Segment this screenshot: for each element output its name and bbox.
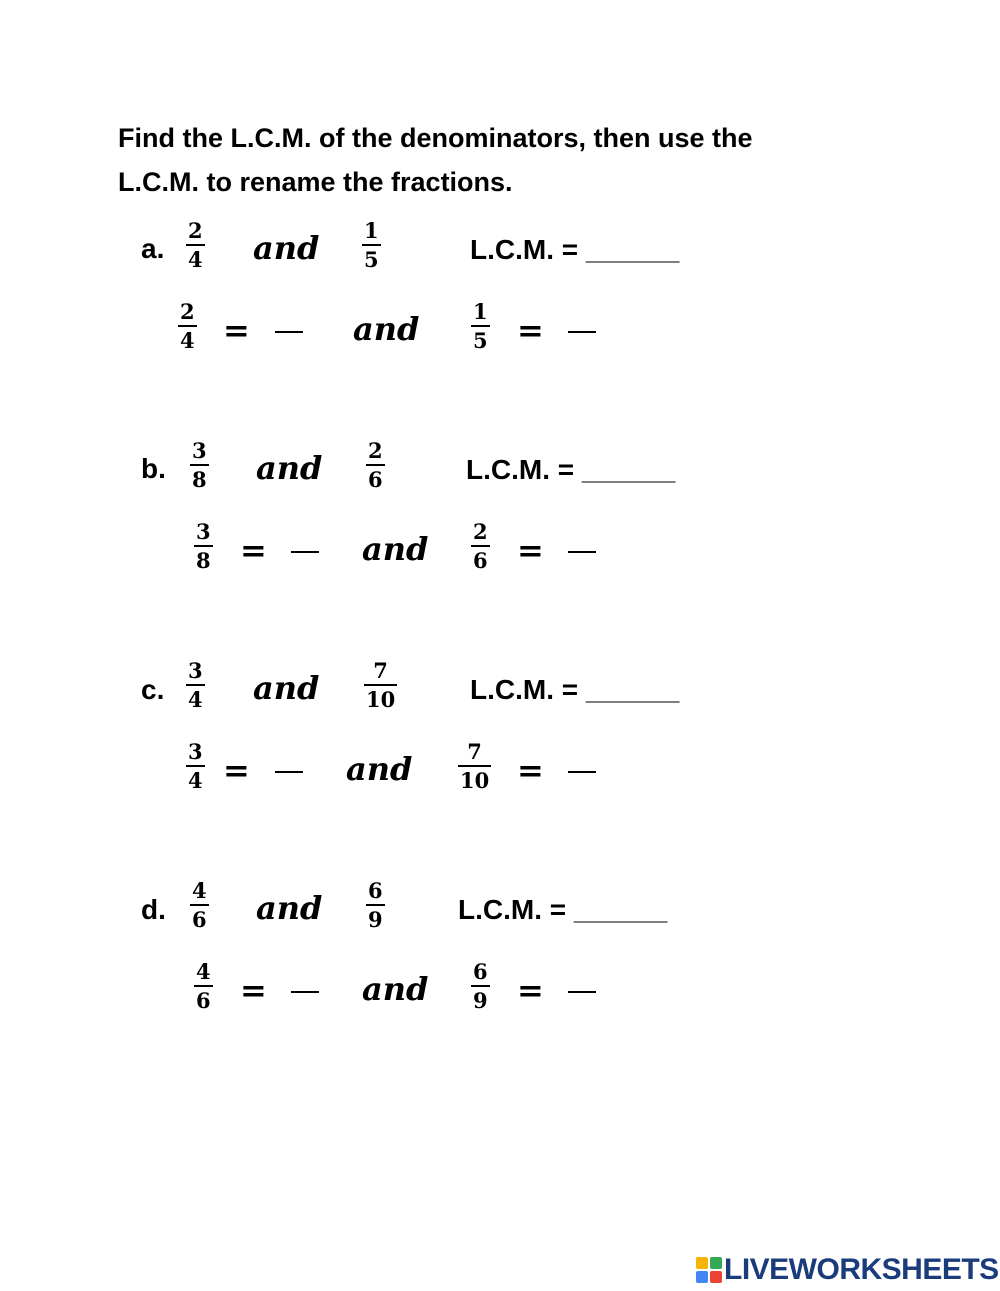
numerator: 6 <box>473 959 488 984</box>
fraction <box>471 301 490 351</box>
fraction <box>178 301 197 351</box>
lcm-answer-field[interactable]: L.C.M. = ______ <box>470 674 680 705</box>
equals-sign: = <box>517 531 544 569</box>
fraction <box>362 220 381 270</box>
denominator: 6 <box>196 988 211 1013</box>
answer-blank[interactable] <box>291 551 319 553</box>
denominator: 6 <box>368 467 383 492</box>
fraction <box>190 880 209 930</box>
answer-blank[interactable] <box>275 771 303 773</box>
liveworksheets-footer[interactable] <box>696 1255 999 1285</box>
denominator: 10 <box>366 687 396 712</box>
denominator: 10 <box>460 768 490 793</box>
brand-name: LIVEWORKSHEETS <box>724 1253 999 1286</box>
logo-tile <box>696 1271 708 1283</box>
logo-tile <box>710 1257 722 1269</box>
denominator: 4 <box>188 768 203 793</box>
denominator: 8 <box>192 467 207 492</box>
lcm-answer-field[interactable]: L.C.M. = ______ <box>466 454 676 485</box>
lcm-answer-field[interactable]: L.C.M. = ______ <box>458 894 668 925</box>
liveworksheets-logo-icon <box>696 1257 722 1283</box>
equals-sign: = <box>517 751 544 789</box>
fraction <box>186 220 205 270</box>
denominator: 4 <box>188 247 203 272</box>
numerator: 2 <box>180 299 195 324</box>
equals-sign: = <box>517 971 544 1009</box>
problem-label: a. <box>141 233 165 264</box>
lcm-answer-field[interactable]: L.C.M. = ______ <box>470 234 680 265</box>
numerator: 4 <box>192 878 207 903</box>
and-word: and <box>253 229 320 267</box>
denominator: 6 <box>192 907 207 932</box>
logo-tile <box>710 1271 722 1283</box>
and-word: and <box>256 449 323 487</box>
instructions-line-2: L.C.M. to rename the fractions. <box>118 167 513 197</box>
and-word: and <box>362 530 429 568</box>
numerator: 3 <box>196 519 211 544</box>
fraction <box>194 521 213 571</box>
fraction <box>458 741 491 791</box>
fraction <box>364 660 397 710</box>
numerator: 2 <box>188 218 203 243</box>
and-word: and <box>256 889 323 927</box>
fraction <box>366 880 385 930</box>
fraction <box>366 440 385 490</box>
answer-blank[interactable] <box>568 771 596 773</box>
answer-blank[interactable] <box>568 991 596 993</box>
fraction <box>186 741 205 791</box>
and-word: and <box>353 310 420 348</box>
fraction <box>186 660 205 710</box>
answer-blank[interactable] <box>568 551 596 553</box>
denominator: 4 <box>188 687 203 712</box>
instructions <box>118 116 838 204</box>
denominator: 9 <box>368 907 383 932</box>
fraction <box>471 961 490 1011</box>
numerator: 3 <box>188 739 203 764</box>
numerator: 6 <box>368 878 383 903</box>
problem-label: c. <box>141 674 165 705</box>
and-word: and <box>362 970 429 1008</box>
equals-sign: = <box>223 311 250 349</box>
problem-label: d. <box>141 894 166 925</box>
problem-label: b. <box>141 453 166 484</box>
numerator: 1 <box>364 218 379 243</box>
fraction <box>190 440 209 490</box>
logo-tile <box>696 1257 708 1269</box>
numerator: 4 <box>196 959 211 984</box>
denominator: 4 <box>180 328 195 353</box>
equals-sign: = <box>240 971 267 1009</box>
numerator: 3 <box>192 438 207 463</box>
answer-blank[interactable] <box>568 331 596 333</box>
answer-blank[interactable] <box>291 991 319 993</box>
numerator: 1 <box>473 299 488 324</box>
instructions-line-1: Find the L.C.M. of the denominators, then use the <box>118 123 753 153</box>
answer-blank[interactable] <box>275 331 303 333</box>
and-word: and <box>346 750 413 788</box>
equals-sign: = <box>517 311 544 349</box>
numerator: 7 <box>373 658 388 683</box>
equals-sign: = <box>240 531 267 569</box>
fraction <box>471 521 490 571</box>
denominator: 5 <box>364 247 379 272</box>
numerator: 2 <box>473 519 488 544</box>
denominator: 5 <box>473 328 488 353</box>
denominator: 6 <box>473 548 488 573</box>
denominator: 9 <box>473 988 488 1013</box>
denominator: 8 <box>196 548 211 573</box>
numerator: 7 <box>467 739 482 764</box>
fraction <box>194 961 213 1011</box>
equals-sign: = <box>223 751 250 789</box>
numerator: 3 <box>188 658 203 683</box>
and-word: and <box>253 669 320 707</box>
numerator: 2 <box>368 438 383 463</box>
